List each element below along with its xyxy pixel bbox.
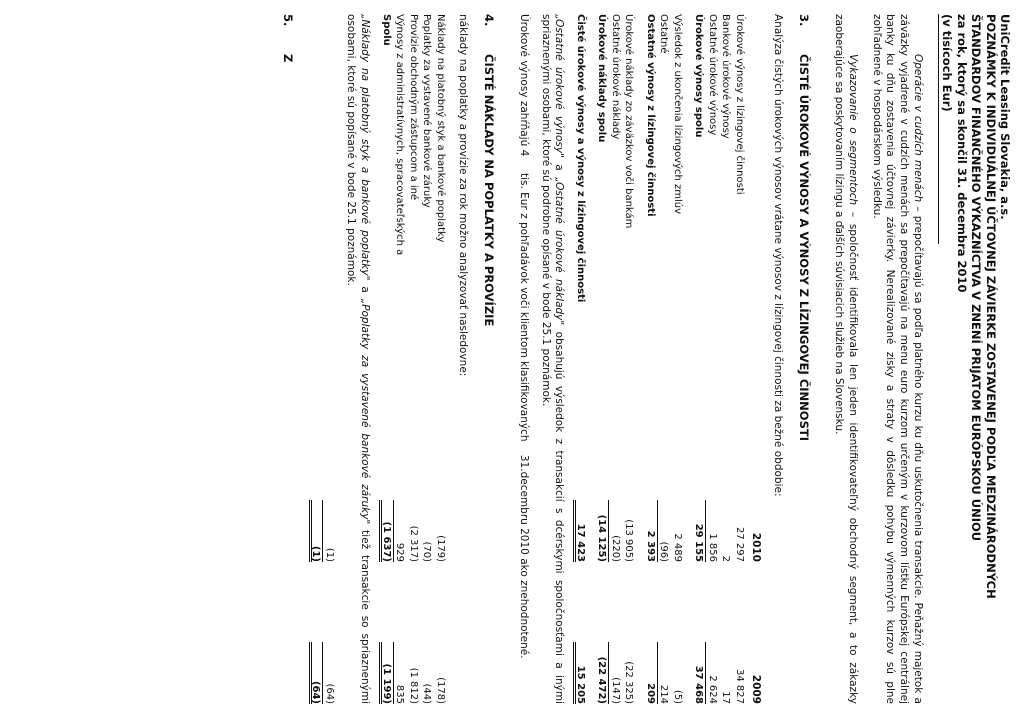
header-rule — [938, 14, 939, 244]
section-3-title: ČISTÉ ÚROKOVÉ VÝNOSY A VÝNOSY Z LÍZINGOVEJ ČINNOSTI — [796, 54, 811, 441]
segments-text: – spoločnosť identifikovala len jeden identifikovateľný obchodný segment, a to zákazky zaoberajúce sa poskytovaním lízingu a ďalších súvisiacich služieb na Slovensku. — [832, 14, 859, 704]
table-subtotal-row: Úrokové náklady spolu (14 125) (22 472) — [596, 14, 608, 704]
table-row: Úrokové náklady zo záväzkov voči bankám (13 905) (22 325) — [623, 14, 635, 704]
section-5-number: 5. — [280, 14, 295, 27]
section-5-heading — [279, 14, 294, 704]
section-4-number: 4. — [481, 14, 496, 27]
table-row: Provízie obchodným zástupcom a iné (2 317) (1 812) — [407, 14, 419, 704]
page-content — [267, 14, 1012, 704]
segments-paragraph — [831, 14, 859, 704]
table-row: Výnosy z administratívnych, spracovateľských a 929 835 — [394, 14, 406, 704]
year-2009-header: 2009 — [749, 674, 762, 704]
header-title-line2: ŠTANDARDOV FINANČNÉHO VÝKAZNÍCTVA V ZNENÍ PRIJATOM EURÓPSKOU ÚNIOU — [969, 14, 984, 542]
section-5-title: Z — [280, 54, 295, 63]
section-4-note: „Náklady na platobný styk a bankové poplatky" a „Poplatky za vystavené bankové záruky" tiež transakcie so spriaznenými osobami, ktoré sú popísané v bode 25.1 poznámok. — [345, 14, 372, 704]
table-row: (1) (64) — [322, 14, 336, 704]
fx-operations-text: – prepočítavajú sa podľa platného kurzu ku dňu uskutočnenia transakcie. Peňažný majetok a záväzky vyjadrené v cudzích menách sa prepočítavajú na menu euro kurzom určeným v kurzovom lístku Európskej centrálnej banky ku dňu zostavenia účtovnej závierky. Nerealizované zisky a straty v dôsledku pohybu výmenných kurzov sú plne zohľadnené v hospodárskom výsledku. — [870, 14, 925, 704]
document-header — [938, 14, 1012, 704]
section-4-heading — [481, 14, 496, 704]
section-3-heading — [796, 14, 811, 704]
section-3-number: 3. — [796, 14, 811, 27]
table-row: Výsledok z ukončenia lízingových zmlúv 2 489 (5) — [671, 14, 683, 704]
table-total-row: Čisté úrokové výnosy a výnosy z lízingovej činnosti 17 423 15 205 — [574, 14, 586, 704]
section-3-note-impaired: Úrokové výnosy zahŕňajú 4 tis. Eur z pohľadávok voči klientom klasifikovaných 31.decembru 2010 ako znehodnotené. — [517, 14, 530, 659]
table-subtotal-row: Úrokové výnosy spolu 29 155 37 468 — [693, 14, 705, 704]
table-total-row: Spolu (1 637) (1 199) — [380, 14, 392, 704]
fees-commissions-table — [379, 14, 447, 704]
table-row: Ostatné úrokové náklady (220) (147) — [609, 14, 621, 704]
table-row: Ostatné (96) 214 — [658, 14, 670, 704]
related-party-fees-table — [309, 14, 336, 704]
section-3-intro: Analýza čistých úrokových výnosov vrátane výnosov z lízingovej činnosti za bežné obdobie: — [771, 14, 784, 497]
table-subtotal-row: Ostatné výnosy z lízingovej činnosti 2 393 209 — [644, 14, 656, 704]
table-row: Úrokové výnosy z lízingovej činnosti 27 297 34 827 — [733, 14, 745, 704]
year-2010-header: 2010 — [749, 532, 762, 562]
table-row: Náklady na platobný styk a bankové poplatky (179) (178) — [434, 14, 446, 704]
header-title-line1: POZNÁMKY K INDIVIDUÁLNEJ ÚČTOVNEJ ZÁVIERKE ZOSTAVENEJ PODĽA MEDZINÁRODNÝCH — [983, 14, 998, 599]
header-period: za rok, ktorý sa skončil 31. decembra 2010 — [954, 14, 969, 293]
header-units: (v tisícoch Eur) — [940, 14, 955, 112]
segments-term: Vykazovanie o segmentoch — [846, 54, 859, 206]
table-year-header — [746, 14, 762, 704]
table-total-row: (1) (64) — [309, 14, 323, 704]
section-3-note-related-parties: „Ostatné úrokové výnosy" a „Ostatné úrokové náklady" obsahujú výsledok z transakcií s dcérskymi spoločnosťami a inými spriaznenými osobami, ktoré sú podrobne opísané v bode 25.1 poznámok. — [539, 14, 566, 704]
fx-operations-term: Operácie v cudzích menách — [912, 54, 925, 203]
section-4-title: ČISTÉ NÁKLADY NA POPLATKY A PROVÍZIE — [481, 54, 496, 327]
company-name: UniCredit Leasing Slovakia, a.s. — [998, 14, 1012, 220]
interest-income-table — [573, 14, 762, 704]
section-4-intro: náklady na poplatky a provízie za rok možno analyzovať nasledovne: — [456, 14, 469, 377]
table-row: Poplatky za vystavené bankové záruky (70) (44) — [421, 14, 433, 704]
table-row: Ostatné úrokové výnosy 1 856 2 624 — [706, 14, 718, 704]
table-row: Bankové úrokové výnosy 2 17 — [720, 14, 732, 704]
fx-operations-paragraph — [869, 14, 924, 704]
